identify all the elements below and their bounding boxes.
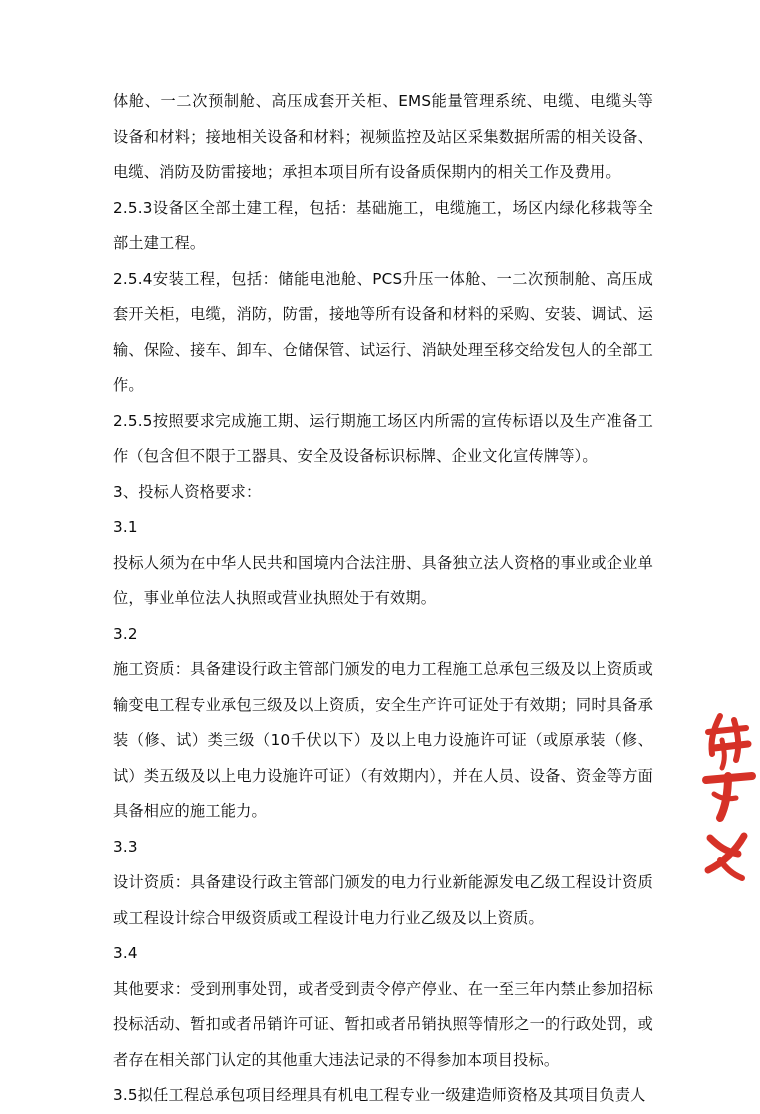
paragraph: 投标人须为在中华人民共和国境内合法注册、具备独立法人资格的事业或企业单位，事业单位法人执照或营业执照处于有效期。 bbox=[113, 553, 653, 607]
paragraph: 2.5.3设备区全部土建工程，包括：基础施工，电缆施工，场区内绿化移栽等全部土建工程。 bbox=[113, 198, 653, 252]
paragraph: 3、投标人资格要求： bbox=[113, 482, 262, 501]
paragraph: 其他要求：受到刑事处罚，或者受到责令停产停业、在一至三年内禁止参加招标投标活动、暂扣或者吊销许可证、暂扣或者吊销执照等情形之一的行政处罚，或者存在相关部门认定的其他重大违法记录的不得参加本项目投标。 bbox=[113, 979, 653, 1069]
paragraph: 设计资质：具备建设行政主管部门颁发的电力行业新能源发电乙级工程设计资质或工程设计综合甲级资质或工程设计电力行业乙级及以上资质。 bbox=[113, 873, 653, 927]
paragraph: 2.5.5按照要求完成施工期、运行期施工场区内所需的宣传标语以及生产准备工作（包含但不限于工器具、安全及设备标识标牌、企业文化宣传牌等）。 bbox=[113, 411, 653, 465]
red-official-seal-icon bbox=[664, 710, 760, 900]
paragraph-number: 3.2 bbox=[113, 624, 138, 643]
document-text-body bbox=[113, 84, 653, 1114]
paragraph: 施工资质：具备建设行政主管部门颁发的电力工程施工总承包三级及以上资质或输变电工程专业承包三级及以上资质，安全生产许可证处于有效期；同时具备承装（修、试）类三级（10千伏以下）及以上电力设施许可证（或原承装（修、试）类五级及以上电力设施许可证）（有效期内），并在人员、设备、资金等方面具备相应的施工能力。 bbox=[113, 660, 653, 820]
paragraph-number: 3.4 bbox=[113, 944, 138, 962]
paragraph-number: 3.1 bbox=[113, 518, 138, 536]
paragraph: 3.5拟任工程总承包项目经理具有机电工程专业一级建造师资格及其项目负责人 bbox=[113, 1086, 646, 1104]
paragraph: 2.5.4安装工程，包括：储能电池舱、PCS升压一体舱、一二次预制舱、高压成套开关柜，电缆，消防，防雷，接地等所有设备和材料的采购、安装、调试、运输、保险、接车、卸车、仓储保管、试运行、消缺处理至移交给发包人的全部工作。 bbox=[113, 269, 653, 394]
paragraph: 体舱、一二次预制舱、高压成套开关柜、EMS能量管理系统、电缆、电缆头等设备和材料；接地相关设备和材料；视频监控及站区采集数据所需的相关设备、电缆、消防及防雷接地；承担本项目所有设备质保期内的相关工作及费用。 bbox=[113, 92, 653, 181]
paragraph-number: 3.3 bbox=[113, 837, 138, 856]
